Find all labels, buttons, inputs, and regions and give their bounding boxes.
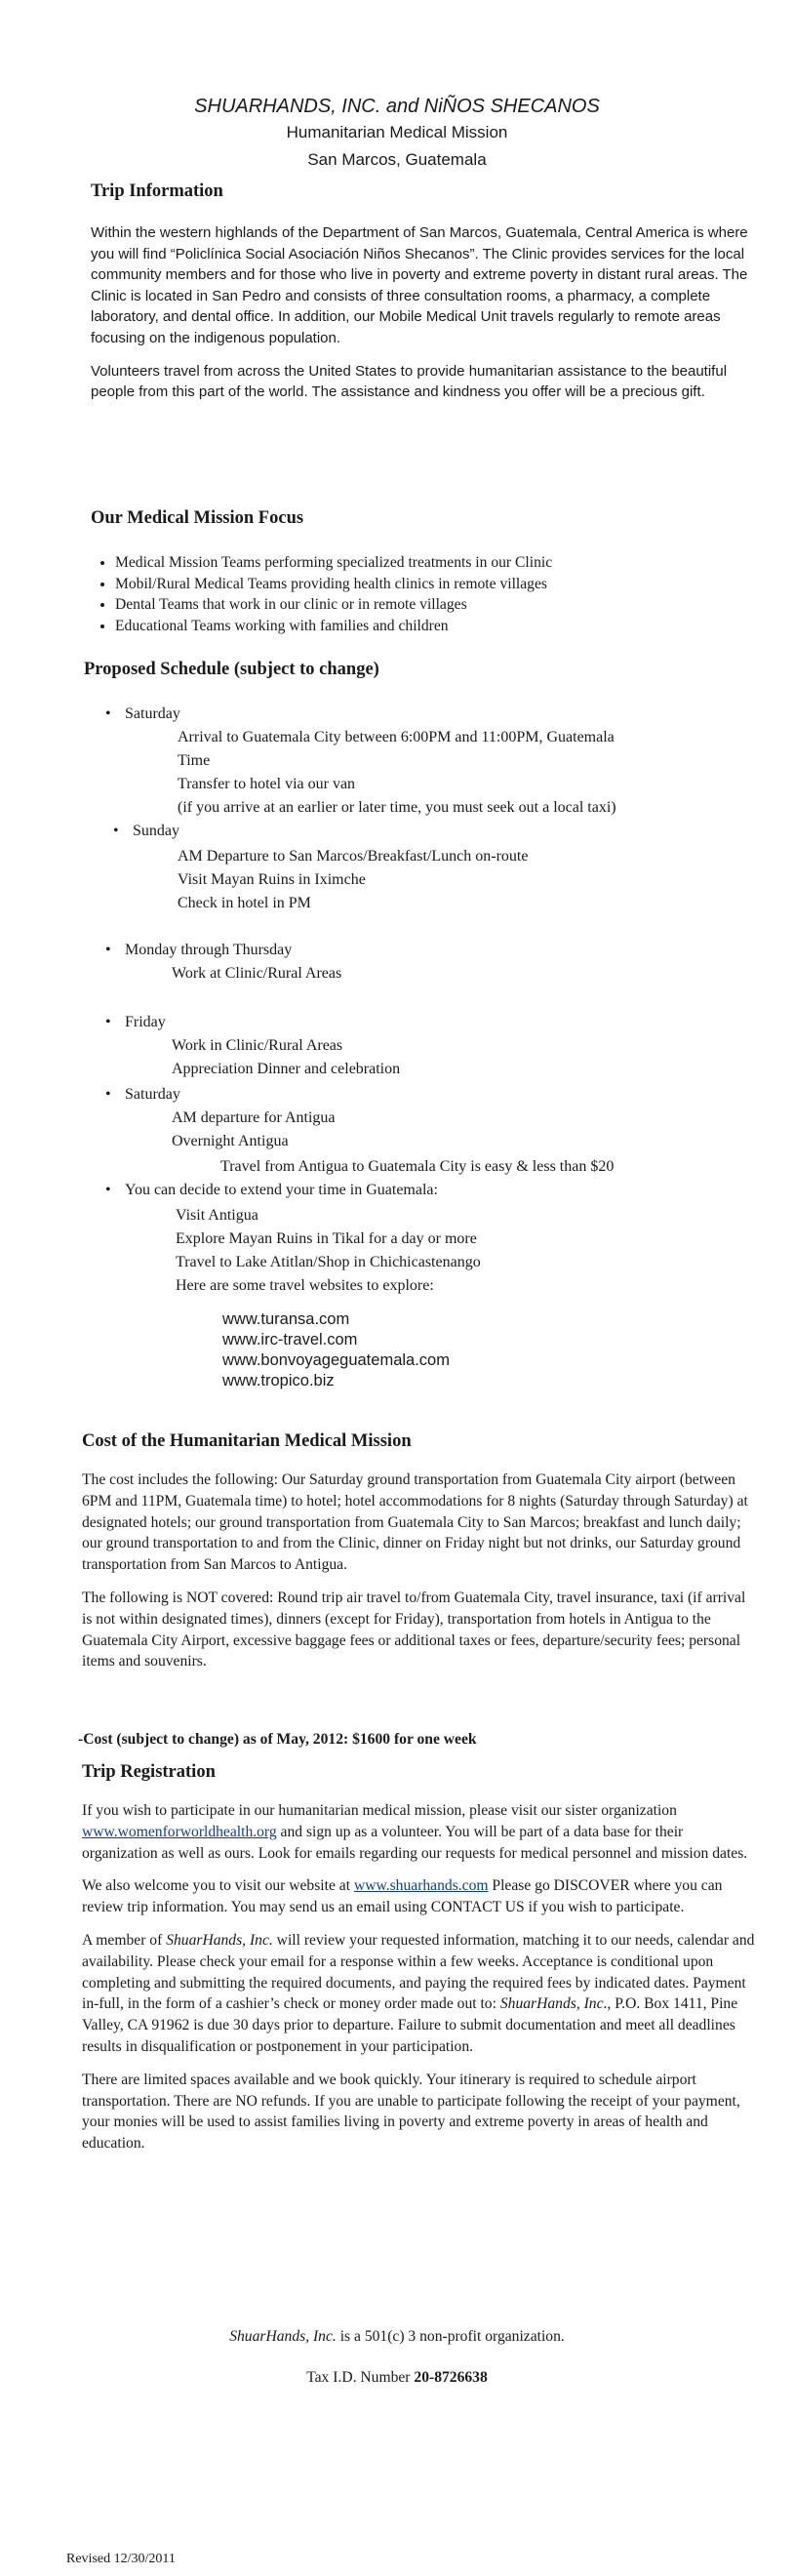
nonprofit-statement: ShuarHands, Inc. is a 501(c) 3 non-profit organization.: [229, 2328, 565, 2345]
cost-included-paragraph: The cost includes the following: Our Saturday ground transportation from Guatemala City airport (between 6PM and 11PM, Guatemala time) to hotel; hotel accommodations for 8 nights (Saturday through Saturday) at designated hotels; our ground transportation from Guatemala City to San Marcos; breakfast and lunch daily; our ground transportation to and from the Clinic, dinner on Friday night but not drinks, our Saturday ground transportation from San Marcos to Antigua.: [82, 1471, 748, 1574]
schedule-activity: Travel to Lake Atitlan/Shop in Chichicastenango: [176, 1254, 481, 1270]
focus-heading: Our Medical Mission Focus: [91, 508, 304, 528]
registration-paragraph-4: There are limited spaces available and we book quickly. Your itinerary is required to schedule airport transportation. There are NO refunds. If you are unable to participate following the receipt of your payment, your monies will be used to assist families living in poverty and extreme poverty in areas of health and education.: [82, 2071, 740, 2153]
travel-website-link[interactable]: www.irc-travel.com: [222, 1331, 358, 1348]
trip-info-heading: Trip Information: [91, 181, 223, 201]
registration-paragraph-3: A member of ShuarHands, Inc. will review your requested information, matching it to our needs, calendar and availability. Please check your email for a response within a few weeks. Acceptance is conditional upon completing and submitting the required documents, and paying the required fees by indicated dates. Payment in-full, in the form of a cashier’s check or money order made out to: ShuarHands, Inc., P.O. Box 1411, Pine Valley, CA 91962 is due 30 days prior to departure. Failure to submit documentation and meet all deadlines results in disqualification or postponement in your participation.: [82, 1931, 755, 2055]
registration-paragraph-2: We also welcome you to visit our website at www.shuarhands.com Please go DISCOVER where you can review trip information. You may send us an email using CONTACT US if you wish to participate.: [82, 1877, 723, 1916]
travel-website-link[interactable]: www.tropico.biz: [222, 1372, 335, 1389]
schedule-activity: Work in Clinic/Rural Areas: [172, 1037, 343, 1054]
shuarhands-website-link[interactable]: www.shuarhands.com: [353, 1877, 489, 1895]
schedule-activity: Visit Mayan Ruins in Iximche: [178, 871, 366, 888]
trip-info-body: [91, 222, 754, 415]
registration-body: [82, 1800, 755, 2166]
schedule-activity: Work at Clinic/Rural Areas: [172, 965, 342, 982]
trip-info-paragraph-2: Volunteers travel from across the United States to provide humanitarian assistance to the beautiful people from this part of the world. The assistance and kindness you offer will be a precious gift.: [91, 362, 728, 401]
travel-website-link[interactable]: www.turansa.com: [222, 1310, 350, 1328]
schedule-activity: Travel from Antigua to Guatemala City is easy & less than $20: [220, 1158, 615, 1175]
schedule-activity: Here are some travel websites to explore:: [176, 1277, 434, 1294]
cost-heading: Cost of the Humanitarian Medical Mission: [82, 1431, 412, 1451]
schedule-heading: Proposed Schedule (subject to change): [84, 660, 379, 679]
cost-body: [82, 1469, 755, 1684]
document-location: San Marcos, Guatemala: [307, 150, 487, 169]
schedule-activity: Time: [178, 752, 211, 769]
schedule-activity: Explore Mayan Ruins in Tikal for a day or more: [176, 1230, 477, 1247]
schedule-day-monday-thursday: • Monday through Thursday: [125, 939, 292, 962]
tax-id-line: Tax I.D. Number 20-8726638: [306, 2369, 488, 2386]
schedule-activity: Overnight Antigua: [172, 1133, 289, 1149]
registration-paragraph-1: If you wish to participate in our humanitarian medical mission, please visit our sister organization www.womenforworldhealth.org and sign up as a volunteer. You will be part of a data base for their organization as well as ours. Look for emails regarding our requests for medical personnel and mission dates.: [82, 1802, 748, 1862]
schedule-activity: (if you arrive at an earlier or later time, you must seek out a local taxi): [178, 799, 616, 816]
revised-date: Revised 12/30/2011: [66, 2552, 176, 2566]
focus-item: • Dental Teams that work in our clinic or in remote villages: [115, 594, 778, 616]
registration-heading: Trip Registration: [82, 1762, 216, 1782]
schedule-day-saturday: • Saturday: [125, 703, 180, 726]
document-header: [0, 94, 794, 174]
document-title: SHUARHANDS, INC. and NiÑOS SHECANOS: [194, 96, 600, 117]
schedule-activity: AM Departure to San Marcos/Breakfast/Lunch on-route: [178, 848, 529, 865]
schedule-activity: Visit Antigua: [176, 1207, 258, 1224]
schedule-day-saturday-2: • Saturday: [125, 1083, 180, 1107]
schedule-extend: • You can decide to extend your time in Guatemala:: [125, 1179, 438, 1202]
focus-item: • Educational Teams working with families and children: [115, 616, 778, 637]
trip-info-paragraph-1: Within the western highlands of the Department of San Marcos, Guatemala, Central America is where you will find “Policlínica Social Asociación Niños Shecanos”. The Clinic provides services for the local community members and for those who live in poverty and extreme poverty in distant rural areas. The Clinic is located in San Pedro and consists of three consultation rooms, a pharmacy, a complete laboratory, and dental office. In addition, our Mobile Medical Unit travels regularly to remote areas focusing on the indigenous population.: [91, 224, 748, 346]
focus-item: • Mobil/Rural Medical Teams providing health clinics in remote villages: [115, 574, 778, 595]
women-for-world-health-link[interactable]: www.womenforworldhealth.org: [82, 1823, 277, 1840]
schedule-day-friday: • Friday: [125, 1011, 166, 1034]
schedule-activity: Arrival to Guatemala City between 6:00PM and 11:00PM, Guatemala: [178, 729, 615, 745]
cost-price: -Cost (subject to change) as of May, 2012: $1600 for one week: [78, 1731, 477, 1748]
schedule-day-sunday: • Sunday: [133, 820, 179, 843]
schedule-activity: Check in hotel in PM: [178, 895, 311, 911]
focus-item: • Medical Mission Teams performing specialized treatments in our Clinic: [115, 552, 778, 574]
schedule-activity: AM departure for Antigua: [172, 1109, 336, 1126]
document-subtitle: Humanitarian Medical Mission: [286, 123, 508, 141]
focus-list: [96, 552, 778, 636]
schedule-activity: Appreciation Dinner and celebration: [172, 1061, 401, 1077]
cost-not-covered-paragraph: The following is NOT covered: Round trip air travel to/from Guatemala City, travel insurance, taxi (if arrival is not within designated times), dinners (except for Friday), transportation from hotels in Antigua to the Guatemala City Airport, excessive baggage fees or additional taxes or fees, departure/security fees; personal items and souvenirs.: [82, 1589, 746, 1670]
travel-website-link[interactable]: www.bonvoyageguatemala.com: [222, 1351, 450, 1369]
schedule-activity: Transfer to hotel via our van: [178, 776, 356, 792]
